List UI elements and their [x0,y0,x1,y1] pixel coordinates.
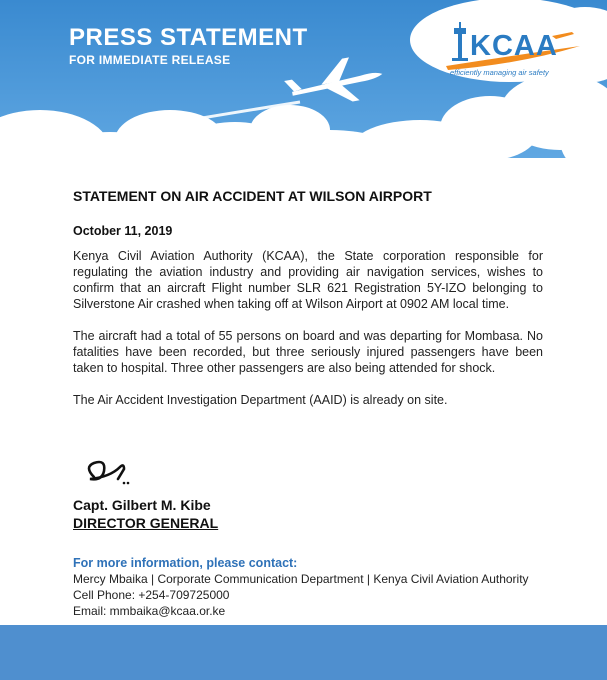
kcaa-logo [440,14,590,84]
logo-tagline: efficiently managing air safety [450,68,549,77]
statement-paragraph: Kenya Civil Aviation Authority (KCAA), the State corporation responsible for regulating the aviation industry and providing air navigation services, wishes to confirm that an aircraft Flight number SLR 621 Registration 5Y-IZO belonging to Silverstone Air crashed when taking off at Wilson Airport at 0902 AM local time. [73,249,543,311]
statement-date: October 11, 2019 [73,224,173,238]
statement-headline: STATEMENT ON AIR ACCIDENT AT WILSON AIRPORT [73,188,432,204]
logo-name: KCAA [470,30,558,62]
header-banner [0,0,607,168]
statement-paragraph: The Air Accident Investigation Department (AAID) is already on site. [73,393,448,407]
signature-image [80,457,140,487]
contact-phone: Cell Phone: +254-709725000 [73,588,230,602]
contact-block [73,555,529,619]
banner-subtitle: FOR IMMEDIATE RELEASE [69,53,231,67]
signer-title: DIRECTOR GENERAL [73,515,219,531]
statement-body [73,188,543,408]
signer-name: Capt. Gilbert M. Kibe [73,497,211,513]
footer-band [0,625,607,680]
signer-block [73,497,218,531]
banner-title: PRESS STATEMENT [69,24,308,51]
contact-person: Mercy Mbaika | Corporate Communication Department | Kenya Civil Aviation Authority [73,572,529,586]
contact-email[interactable]: Email: mmbaika@kcaa.or.ke [73,604,226,618]
statement-paragraph: The aircraft had a total of 55 persons on board and was departing for Mombasa. No fatalities have been recorded, but three seriously injured passengers have been taken to hospital. Three other passengers are also being attended for shock. [73,329,543,375]
contact-heading: For more information, please contact: [73,556,298,570]
